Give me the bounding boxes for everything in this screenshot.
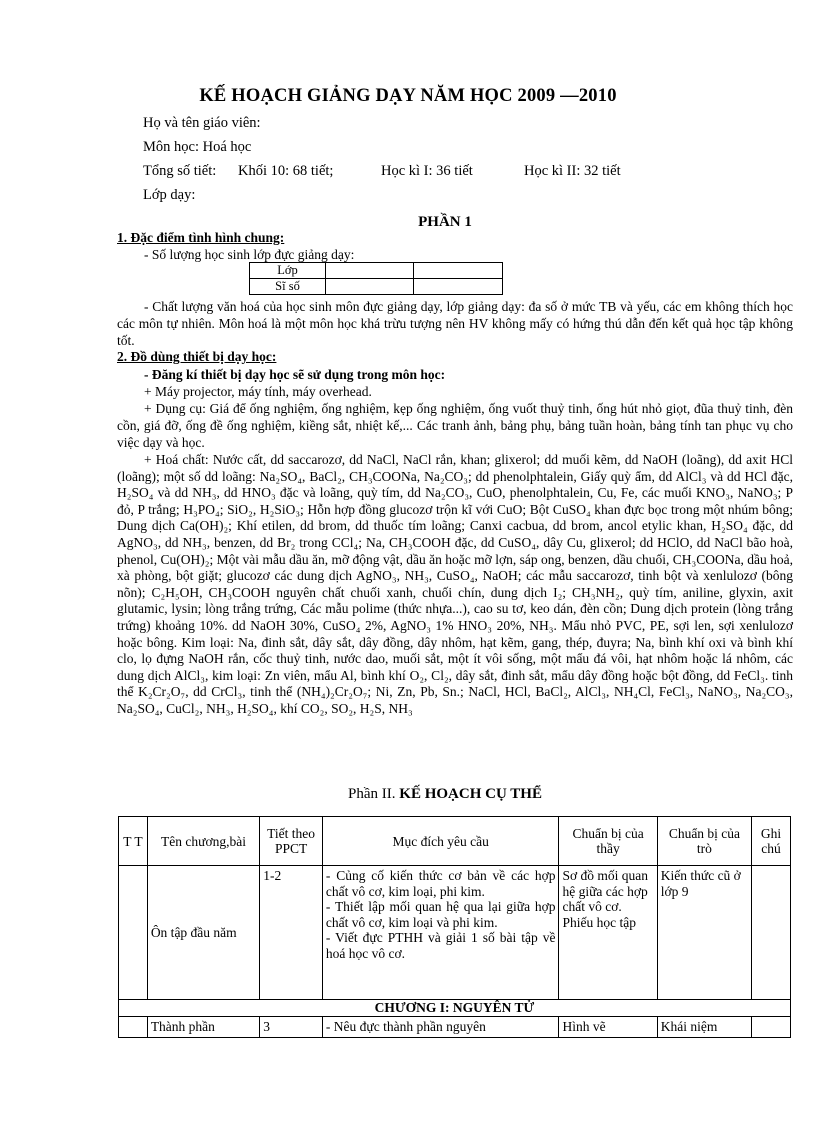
total-label: Tổng số tiết: <box>143 163 217 179</box>
chapter-title: CHƯƠNG I: NGUYÊN TỬ <box>119 1000 791 1017</box>
row-student-prep: Kiến thức cũ ở lớp 9 <box>657 866 751 1000</box>
class-size-table <box>249 262 503 295</box>
row-period: 1-2 <box>260 866 323 1000</box>
table-row <box>250 263 503 279</box>
col-header-name: Tên chương,bài <box>147 817 259 866</box>
part2-heading <box>0 786 816 803</box>
col-header-student-prep: Chuẩn bị của trò <box>657 817 751 866</box>
row-goal: - Củng cố kiến thức cơ bản về các hợp chất vô cơ, kim loại, phi kim. - Thiết lập mối quan hệ qua lại giữa hợp chất vô cơ, kim loại và phi kim. - Viết đực PTHH và giải 1 số bài tập về hoá học vô cơ. <box>322 866 559 1000</box>
document-title: KẾ HOẠCH GIẢNG DẠY NĂM HỌC 2009 —2010 <box>199 86 617 106</box>
row-lesson-name: Ôn tập đầu năm <box>147 866 259 1000</box>
total-periods-line <box>143 163 621 180</box>
quality-paragraph: - Chất lượng văn hoá của học sinh môn đực giảng dạy, lớp giảng dạy: đa số ở mức TB và yếu, các em không thích học các môn tự nhiên. Môn hoá là một môn học khá trừu tượng nên HV không mấy có hứng thú dẫn đến kết quả học tập không tốt. <box>117 299 793 349</box>
semester-2-periods: Học kì II: 32 tiết <box>524 163 621 179</box>
chapter-row <box>119 1000 791 1017</box>
part2-prefix: Phần II. <box>348 786 396 802</box>
row-teacher-prep: Sơ đồ mối quan hệ giữa các hợp chất vô cơ. Phiếu học tập <box>559 866 657 1000</box>
tools-paragraph: + Dụng cụ: Giá để ống nghiệm, ống nghiệm, kẹp ống nghiệm, ống vuốt thuỷ tinh, ống hút nhỏ giọt, đũa thuỷ tinh, đèn cồn, giá đỡ, ống đề ống nghiệm, kiềng sắt, nhiệt kế,... Các tranh ảnh, bảng phụ, bảng tuần hoàn, bảng tính tan phục vụ cho việc dạy và học. <box>117 401 793 451</box>
part1-heading: PHẦN 1 <box>418 214 472 230</box>
plan-table <box>118 816 791 1038</box>
col-header-period: Tiết theo PPCT <box>260 817 323 866</box>
table-row <box>250 279 503 295</box>
table-row <box>119 1017 791 1038</box>
subject-line: Môn học: Hoá học <box>143 139 252 155</box>
row-lesson-name: Thành phần <box>147 1017 259 1038</box>
section2-heading: 2. Đồ dùng thiết bị dạy học: <box>117 349 277 364</box>
col-header-goal: Mục đích yêu cầu <box>322 817 559 866</box>
student-count-line: - Số lượng học sinh lớp đực giảng dạy: <box>144 247 355 262</box>
machines-line: + Máy projector, máy tính, máy overhead. <box>144 384 372 399</box>
table-header-row <box>119 817 791 866</box>
row-period: 3 <box>260 1017 323 1038</box>
class-size-label-cell: Sĩ số <box>250 279 326 295</box>
row-teacher-prep: Hình vẽ <box>559 1017 657 1038</box>
row-tt <box>119 866 148 1000</box>
teacher-name-line: Họ và tên giáo viên: <box>143 115 261 131</box>
equipment-register-line: - Đăng kí thiết bị dạy học sẽ sử dụng trong môn học: <box>144 367 446 382</box>
chemicals-paragraph: + Hoá chất: Nước cất, dd saccarozơ, dd NaCl, NaCl rắn, khan; glixerol; dd muối kẽm, dd NaOH (loãng), dd axit HCl (loãng); một số dd loãng: Na₂SO₄, BaCl₂, CH₃COONa, Na₂CO₃; dd phenolphtalein, Giấy quỳ ẩm, dd AlCl₃ và dd HCl đặc, H₂SO₄ và dd NH₃, dd HNO₃ đặc và loãng, quỳ tím, dd Na₂CO₃, CuO, phenolphtalein, Cu, Fe, các muối KNO₃, NaNO₃; P đỏ, P trắng; H₃PO₄; SiO₂, H₂SiO₃; Hỗn hợp đồng glucozơ trộn kĩ với CuO; Bột CuSO₄ khan đực bọc trong một nhúm bông; Dung dịch Ca(OH)₂; Khí etilen, dd brom, dd thuốc tím loãng; Canxi cacbua, dd brom, ancol etylic khan, H₂SO₄ đặc, dd AgNO₃, dd NH₃, benzen, dd Br₂ trong CCl₄; Na, CH₃COOH đặc, dd CuSO₄, dây Cu, glixerol; dd HClO, dd NaCl bão hoà, phenol, Cu(OH)₂; Một vài mẫu dầu ăn, mỡ động vật, dầu ăn hoặc mỡ lợn, sáp ong, benzen, dầu chuối, CH₃COONa, dầu hoả, xà phòng, bột giặt; glucozơ các dung dịch AgNO₃, NH₃, CuSO₄, NaOH; các mẫu saccarozơ, tinh bột và xenlulozơ (bông nõn); C₂H₅OH, CH₃COOH nguyên chất chuối xanh, chuối chín, dung dịch I₂; CH₃NH₂, quỳ tím, aniline, glyxin, axit glutamic, lysin; lòng trắng trứng, Các mẫu polime (thức nhựa...), cao su tơ, keo dán, đèn cồn; Dung dịch protein (lòng trắng trứng) khoảng 10%. dd NaOH 30%, CuSO₄ 2%, AgNO₃ 1% HNO₃ 20%, NH₃. Mẩu nhỏ PVC, PE, sợi len, sợi xenlulozơ hoặc bông. Kim loại: Na, đinh sắt, dây sắt, dây đồng, dây nhôm, hạt kẽm, gang, thép, đuyra; Na, bình khí oxi và bình khí clo, lọ đựng NaOH rắn, cốc thuỷ tinh, nước dao, muối sắt, một ít vôi sống, một mẩu đá vôi, hạt nhôm hoặc lá nhôm, các dung dịch AlCl₃, kim loại: Zn viên, mẩu Al, bình khí O₂, Cl₂, dây sắt, đinh sắt, mẩu dây đồng hoặc bột đồng, dd FeCl₃. tinh thể K₂Cr₂O₇, dd CrCl₃, tinh thể (NH₄)₂Cr₂O₇; Ni, Zn, Pb, Sn.; NaCl, HCl, BaCl₂, AlCl₃, NH₄Cl, FeCl₃, NaNO₃, Na₂CO₃, Na₂SO₄, CuCl₂, NH₃, H₂SO₄, khí CO₂, SO₂, H₂S, NH₃ <box>117 452 793 716</box>
grade-10-periods: Khối 10: 68 tiết; <box>238 163 334 179</box>
row-student-prep: Khái niệm <box>657 1017 751 1038</box>
row-note <box>752 866 791 1000</box>
col-header-note: Ghi chú <box>752 817 791 866</box>
classes-line: Lớp dạy: <box>143 187 196 203</box>
col-header-tt: T T <box>119 817 148 866</box>
row-goal: - Nêu đực thành phần nguyên <box>322 1017 559 1038</box>
section1-heading: 1. Đặc điểm tình hình chung: <box>117 230 285 245</box>
col-header-teacher-prep: Chuẩn bị của thầy <box>559 817 657 866</box>
class-label-cell: Lớp <box>250 263 326 279</box>
semester-1-periods: Học kì I: 36 tiết <box>381 163 473 179</box>
table-row <box>119 866 791 1000</box>
part2-title: KẾ HOẠCH CỤ THỂ <box>399 786 542 802</box>
